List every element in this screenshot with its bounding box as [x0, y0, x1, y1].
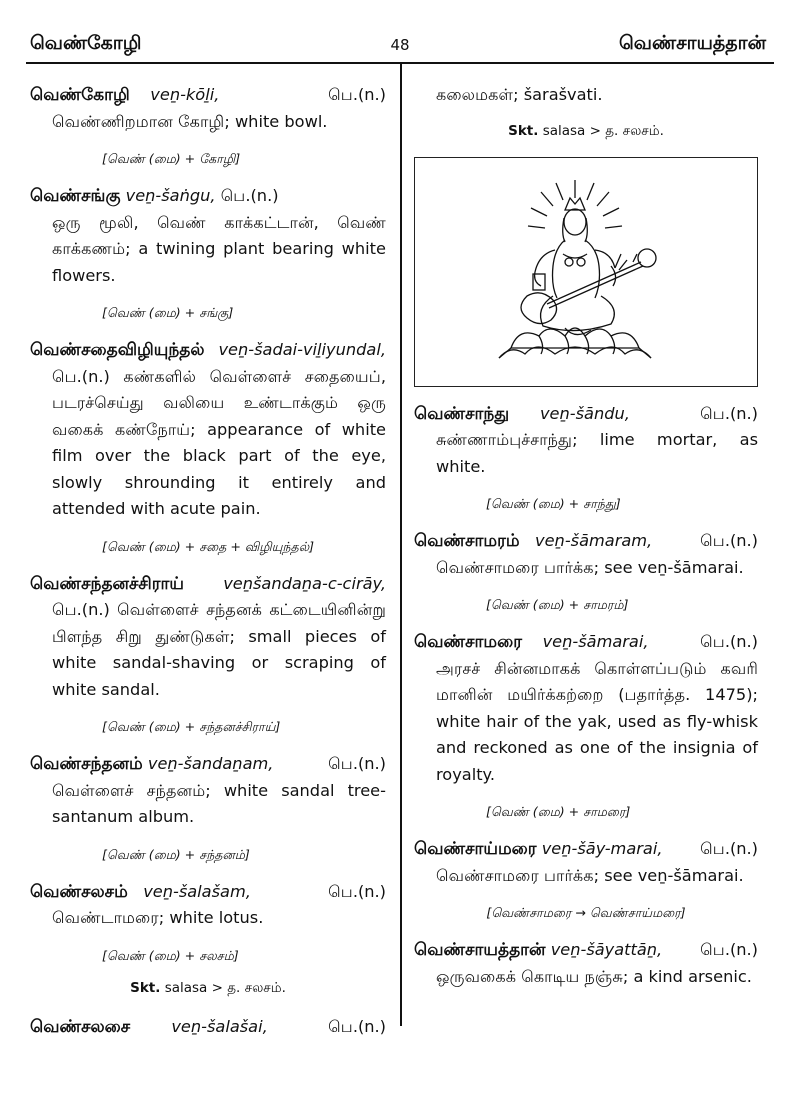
- saraswati-illustration: [415, 158, 756, 385]
- etymology: [வெண் (மை) + கோழி]: [102, 151, 241, 166]
- definition: ஒருவகைக் கொடிய நஞ்சு; a kind arsenic.: [436, 966, 752, 986]
- headword: வெண்சலசம்: [30, 881, 128, 902]
- transliteration: veṉšandaṉa-c-cirāy,: [223, 573, 386, 593]
- transliteration: veṉ-šāndu,: [539, 403, 630, 423]
- definition: அரசச் சின்னமாகக் கொள்ளப்படும் கவரி மானின் மயிர்க்கற்றை (பதார்த்த. 1475); white hair of the yak, used as fly-whisk and reckoned as one of the insignia of royalty.: [436, 658, 758, 784]
- part-of-speech: பெ.(n.): [328, 85, 386, 104]
- transliteration: veṉ-kōḻi,: [150, 85, 220, 104]
- entry: [414, 401, 758, 481]
- headword: வெண்சந்தனம்: [30, 754, 143, 774]
- definition: வெண்சாமரை பார்க்க; see veṉ-šāmarai.: [436, 557, 744, 577]
- part-of-speech: பெ.(n.): [328, 881, 386, 901]
- transliteration: veṉ-šāy-marai,: [541, 839, 663, 858]
- headword: வெண்சங்கு: [30, 186, 121, 206]
- headword: வெண்சலசை: [30, 1016, 131, 1037]
- headword: வெண்சாமரம்: [414, 531, 520, 551]
- entry: [414, 629, 758, 788]
- definition: வெண்சாமரை பார்க்க; see veṉ-šāmarai.: [436, 865, 744, 885]
- transliteration: veṉ-šāmaram,: [535, 531, 653, 550]
- skt-text: salasa > த. சலசம்.: [164, 979, 286, 996]
- transliteration: veṉ-šāyattāṉ,: [550, 940, 663, 959]
- part-of-speech: பெ.(n.): [328, 754, 386, 773]
- etymology: [வெண்சாமரை → வெண்சாய்மரை]: [486, 905, 686, 920]
- entry: [30, 1014, 386, 1041]
- headword: வெண்சதைவிழியுந்தல்: [30, 340, 205, 360]
- part-of-speech: பெ.(n.): [700, 940, 758, 959]
- definition: வெள்ளைச் சந்தனக் கட்டையினின்று பிளந்த சிறு துண்டுகள்; small pieces of white sandal-shaving or scraping of white sandal.: [52, 600, 386, 699]
- entry: [414, 528, 758, 581]
- definition: வெண்ணிறமான கோழி; white bowl.: [52, 111, 328, 131]
- part-of-speech: பெ.(n.): [700, 632, 758, 651]
- etymology: [வெண் (மை) + சாமரம்]: [486, 597, 629, 612]
- headword: வெண்சாமரை: [414, 632, 522, 652]
- part-of-speech: பெ.(n.): [700, 403, 758, 423]
- definition: வெண்டாமரை; white lotus.: [52, 908, 264, 927]
- lotus-icon: [499, 328, 651, 358]
- transliteration: veṉ-šalašai,: [171, 1016, 268, 1036]
- entry: [30, 183, 386, 289]
- part-of-speech: பெ.(n.): [700, 531, 758, 550]
- transliteration: veṉ-šadai-viḻiyundal,: [218, 340, 386, 359]
- etymology: [வெண் (மை) + சலசம்]: [102, 947, 239, 963]
- entry: [30, 879, 386, 932]
- part-of-speech: பெ.(n.): [700, 839, 758, 858]
- illustration-frame: [414, 157, 758, 387]
- transliteration: veṉ-šāmarai,: [542, 632, 649, 651]
- part-of-speech: பெ.(n.): [220, 186, 279, 205]
- sanskrit-source: [414, 123, 758, 141]
- part-of-speech: பெ.(n.): [52, 600, 110, 619]
- skt-label: Skt.: [508, 122, 539, 139]
- part-of-speech: பெ.(n.): [328, 1016, 386, 1036]
- transliteration: veṉ-šandaṉam,: [147, 754, 274, 773]
- headword: வெண்சாந்து: [414, 403, 510, 424]
- column-divider: [400, 64, 402, 1026]
- sanskrit-source: [30, 980, 386, 998]
- headword: வெண்சந்தனச்சிராய்: [30, 573, 184, 594]
- right-column: [414, 82, 758, 990]
- definition: கண்களில் வெள்ளைச் சதையைப், படரச்செய்து வலியை உண்டாக்கும் ஒரு வகைக் கண்நோய்; appearance of white film over the black part of the eye, slowly shrounding it entirely and attended with acute pain.: [52, 366, 386, 518]
- skt-text: salasa > த. சலசம்.: [542, 122, 664, 139]
- entry: [414, 937, 758, 990]
- headword: வெண்சாய்மரை: [414, 839, 537, 859]
- etymology: [வெண் (மை) + சந்தனம்]: [102, 846, 250, 862]
- running-head-right: வெண்சாயத்தான்: [619, 32, 766, 54]
- entry: [414, 836, 758, 889]
- skt-label: Skt.: [130, 979, 161, 996]
- entry: [30, 571, 386, 704]
- transliteration: veṉ-šaṅgu,: [125, 186, 216, 205]
- entry: [30, 751, 386, 831]
- definition: சுண்ணாம்புச்சாந்து; lime mortar, as white.: [436, 430, 758, 476]
- headword: வெண்கோழி: [30, 85, 130, 105]
- etymology: [வெண் (மை) + சந்தனச்சிராய்]: [102, 719, 281, 734]
- part-of-speech: பெ.(n.): [52, 366, 110, 386]
- definition: வெள்ளைச் சந்தனம்; white sandal tree-santanum album.: [52, 780, 386, 826]
- etymology: [வெண் (மை) + சாந்து]: [486, 496, 621, 511]
- etymology: [வெண் (மை) + சாமரை]: [486, 804, 631, 819]
- left-column: [30, 82, 386, 1040]
- continuation-text: கலைமகள்; šarašvati.: [436, 85, 603, 104]
- transliteration: veṉ-šalašam,: [143, 881, 251, 901]
- entry: [30, 337, 386, 523]
- entry: [30, 82, 386, 135]
- page-number: 48: [390, 36, 410, 54]
- etymology: [வெண் (மை) + சங்கு]: [102, 305, 234, 320]
- etymology: [வெண் (மை) + சதை + விழியுந்தல்]: [102, 538, 315, 554]
- running-head-left: வெண்கோழி: [30, 32, 142, 54]
- definition: ஒரு மூலி, வெண் காக்கட்டான், வெண் காக்கணம்; a twining plant bearing white flowers.: [52, 212, 386, 285]
- headword: வெண்சாயத்தான்: [414, 940, 546, 960]
